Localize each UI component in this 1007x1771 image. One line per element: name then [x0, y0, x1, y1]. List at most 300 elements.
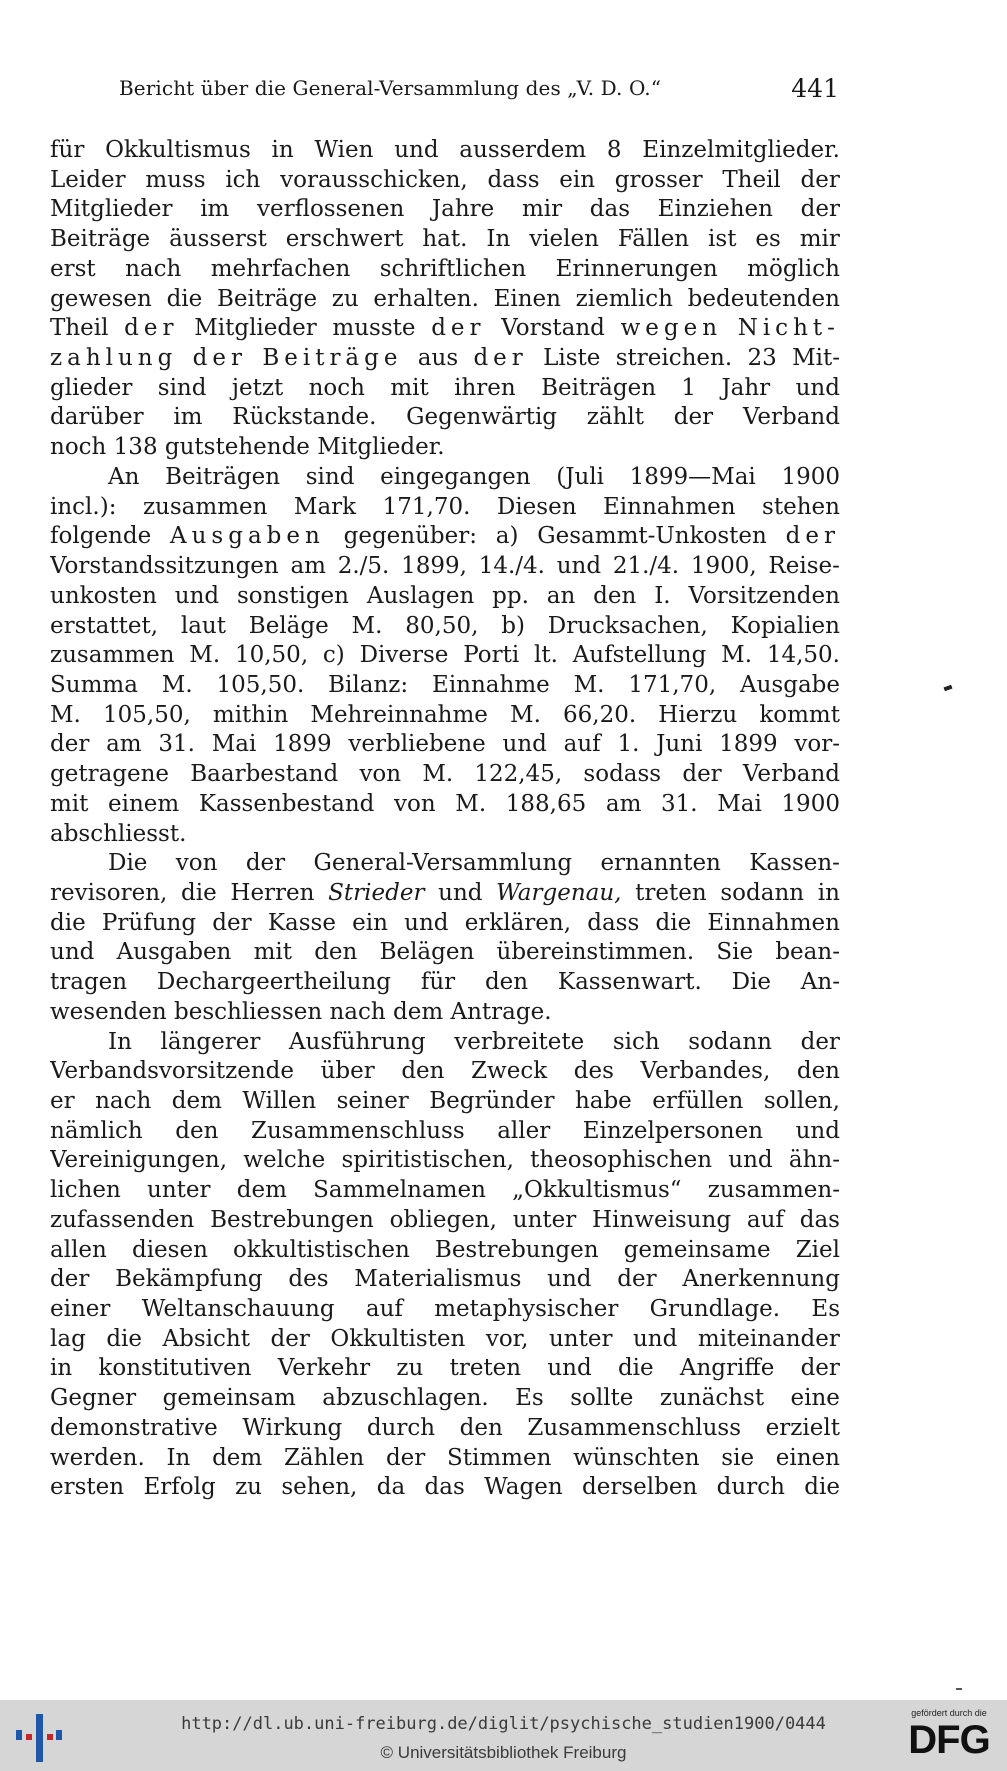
word: gegenüber:: [343, 523, 477, 550]
word: erst: [50, 255, 96, 282]
word: auf: [563, 731, 601, 758]
word: einem: [108, 790, 180, 817]
text-line: [50, 909, 840, 939]
word: Dechargeertheilung: [156, 969, 392, 996]
word: und: [728, 1147, 773, 1174]
word: Beiträgen: [165, 463, 281, 490]
word: einen: [775, 1444, 840, 1471]
word: 1899—Mai: [629, 463, 756, 490]
word: Kassenwart.: [557, 969, 702, 996]
word: nach: [95, 1088, 152, 1114]
scan-speck: [944, 685, 953, 691]
word: Einen: [493, 285, 561, 312]
text-line: [50, 968, 840, 998]
dfg-logo: DFG: [908, 1718, 990, 1762]
word: Begründer: [429, 1088, 555, 1114]
word: Mit-: [792, 345, 840, 372]
word: Wirkung: [242, 1414, 343, 1441]
word: verbreitete: [454, 1028, 585, 1055]
page-number: 441: [791, 74, 839, 103]
word: 1900: [781, 790, 840, 817]
word: auf: [746, 1206, 784, 1233]
word: Anerkennung: [682, 1266, 840, 1293]
word: Stimmen: [446, 1444, 552, 1471]
word: c): [322, 642, 345, 669]
text-line: [50, 730, 840, 760]
word: Leider: [50, 166, 126, 193]
word: 21./4.: [612, 553, 680, 580]
word: revisoren,: [50, 879, 168, 906]
text-line: [50, 195, 840, 225]
word: zufassenden: [50, 1206, 195, 1233]
word: den: [459, 1414, 503, 1441]
word: 1899,: [401, 553, 467, 580]
word: Juni: [656, 731, 703, 758]
text-line: [50, 879, 840, 909]
word: sodann: [688, 1028, 772, 1055]
word: Verband: [742, 761, 840, 788]
text-line: [50, 1087, 840, 1117]
word: 1899: [719, 731, 778, 758]
word: und: [795, 1117, 840, 1144]
word: Sie: [716, 939, 754, 966]
word: 1.: [617, 731, 640, 758]
word: der: [800, 196, 840, 223]
word: metaphysischer: [434, 1296, 619, 1323]
text-line: [50, 582, 840, 612]
word: den: [401, 1058, 445, 1085]
word: vorausschicken,: [280, 166, 468, 193]
word: obliegen,: [389, 1206, 497, 1233]
word: In: [166, 1444, 191, 1471]
word: dem: [236, 1177, 287, 1204]
text-line: [50, 849, 840, 879]
copyright-notice: © Universitätsbibliothek Freiburg: [380, 1743, 627, 1762]
word: am: [106, 731, 142, 758]
word: über: [320, 1058, 375, 1085]
word: dem: [171, 1088, 222, 1114]
word: den: [796, 1058, 840, 1085]
word: Jahr: [721, 374, 771, 401]
word: und: [547, 1355, 592, 1382]
word: grosser: [614, 166, 703, 193]
word: allen: [50, 1236, 107, 1263]
word: 122,45,: [474, 761, 563, 788]
word: gutstehende: [164, 434, 318, 461]
word: 171,70.: [382, 493, 471, 520]
word: im: [200, 196, 230, 223]
word: sie: [721, 1444, 755, 1471]
word: schriftlichen: [379, 255, 527, 282]
word: für: [420, 969, 456, 996]
word: dem: [212, 1444, 263, 1471]
text-line: [50, 1206, 840, 1236]
word: Verkehr: [277, 1355, 371, 1382]
word: einer: [50, 1296, 111, 1323]
word: in: [817, 879, 840, 906]
word: An: [108, 463, 140, 490]
word: Liste: [543, 345, 601, 372]
word: M.: [422, 761, 454, 788]
word: 23: [747, 345, 777, 372]
word: a): [495, 523, 519, 550]
word: und: [556, 553, 602, 580]
word: in: [50, 1355, 73, 1382]
word: von: [394, 790, 436, 817]
word: Wien: [314, 137, 374, 163]
word: 14,50.: [766, 642, 840, 669]
word: sodann: [720, 879, 805, 906]
word: Ausführung: [288, 1028, 426, 1055]
word: I.: [654, 582, 671, 609]
text-line: [50, 522, 840, 552]
word: von: [359, 761, 402, 788]
word: der: [617, 1266, 657, 1293]
word: die: [181, 879, 217, 906]
word: Mehreinnahme: [310, 701, 488, 728]
word: noch: [308, 374, 365, 401]
word: auf: [365, 1296, 403, 1323]
text-line: [50, 166, 840, 196]
text-line: [50, 1176, 840, 1206]
word: nach: [125, 255, 182, 282]
word: unter: [548, 1325, 613, 1352]
word: Zählen: [283, 1444, 365, 1471]
word: und: [174, 582, 220, 609]
word: Diverse: [359, 642, 449, 669]
word: Ausgaben: [116, 939, 232, 966]
word: aller: [497, 1117, 551, 1144]
text-line: [50, 938, 840, 968]
word: Einnahme: [432, 671, 550, 698]
text-line: [50, 820, 840, 850]
word: erstattet,: [50, 612, 159, 639]
text-line: [50, 671, 840, 701]
word: M.: [721, 642, 753, 669]
word: Erinnerungen: [555, 255, 718, 282]
text-line: [50, 1444, 840, 1474]
word: der: [431, 315, 486, 342]
word: unter: [147, 1177, 211, 1204]
text-line: [50, 612, 840, 642]
word: und: [438, 879, 483, 906]
word: Hinweisung: [592, 1206, 732, 1233]
word: M.: [455, 790, 487, 817]
word: durch: [716, 1474, 785, 1501]
word: gemeinsam: [162, 1385, 296, 1412]
word: erzielt: [765, 1414, 840, 1441]
word: zusammen: [142, 493, 268, 520]
word: sodass: [583, 761, 662, 788]
word: dem: [393, 998, 451, 1025]
word: in: [271, 137, 294, 163]
word: Es: [515, 1385, 544, 1412]
word: Mitglieder: [50, 196, 173, 223]
word: kommt: [759, 701, 840, 728]
text-line: [50, 701, 840, 731]
text-line: [50, 1414, 840, 1444]
word: aus: [417, 345, 459, 372]
word: ein: [352, 909, 388, 936]
word: die: [804, 1474, 840, 1501]
word: hat.: [422, 226, 468, 253]
word: 171,70,: [628, 671, 717, 698]
text-line: [50, 1236, 840, 1266]
word: für: [50, 137, 85, 163]
word: die: [106, 1325, 143, 1352]
word: und: [502, 731, 547, 758]
word: gewesen: [50, 285, 152, 312]
word: Kopialien: [730, 612, 840, 639]
word: Einzelpersonen: [582, 1117, 764, 1144]
word: habe: [574, 1088, 632, 1114]
word: mithin: [212, 701, 289, 728]
word: b): [501, 612, 525, 639]
word: treten: [635, 879, 707, 906]
word: im: [173, 404, 203, 431]
word: ist: [708, 226, 737, 253]
word: unkosten: [50, 582, 157, 609]
word: 2./5.: [337, 553, 390, 580]
word: äusserst: [169, 226, 267, 253]
word: Ziel: [795, 1236, 840, 1263]
word: wesenden: [50, 998, 174, 1025]
word: ziemlich: [575, 285, 673, 312]
word: da: [376, 1474, 406, 1501]
word: spiritistischen,: [341, 1147, 514, 1174]
word: Vorstandssitzungen: [50, 553, 279, 580]
word: ernannten: [600, 850, 721, 877]
word: Porti: [463, 642, 520, 669]
body-text: [50, 136, 840, 1503]
word: theosophischen: [530, 1147, 713, 1174]
word: getragene: [50, 761, 170, 788]
word: längerer: [160, 1028, 261, 1055]
word: Angriffe: [679, 1355, 775, 1382]
word: sonstigen: [236, 582, 349, 609]
word: Materialismus: [354, 1266, 522, 1293]
word: die: [50, 909, 86, 936]
word: Wagen: [484, 1474, 563, 1501]
dfg-badge: [901, 1708, 997, 1768]
word: Zusammenschluss: [527, 1414, 742, 1441]
word: okkultistischen: [233, 1236, 410, 1263]
word: Vorsitzenden: [688, 582, 840, 609]
word: pp.: [492, 582, 529, 609]
word: an: [546, 582, 576, 609]
word: von: [175, 850, 218, 877]
word: Vereinigungen,: [50, 1147, 228, 1174]
word: Baarbestand: [190, 761, 339, 788]
word: Einnahmen: [707, 909, 840, 936]
word: Beiträge: [262, 345, 403, 372]
word: 66,20.: [563, 701, 637, 728]
word: 80,50,: [405, 612, 479, 639]
word: Herren: [230, 879, 315, 906]
word: möglich: [747, 255, 840, 282]
word: mit: [253, 939, 292, 966]
word: ein: [559, 166, 596, 193]
word: An-: [800, 969, 840, 996]
dfg-tagline: gefördert durch die: [911, 1708, 987, 1718]
word: den: [593, 582, 637, 609]
word: musste: [332, 315, 416, 342]
word: 105,50.: [216, 671, 305, 698]
word: lag: [50, 1325, 86, 1352]
word: beschliessen: [173, 998, 330, 1025]
word: 8: [606, 137, 622, 163]
word: General-Versammlung: [313, 850, 573, 877]
running-title: Bericht über die General-Versammlung des „V. D. O.“: [119, 76, 662, 100]
word: nämlich: [50, 1117, 143, 1144]
word: Antrage.: [450, 998, 552, 1025]
word: Diesen: [496, 493, 577, 520]
text-line: [50, 225, 840, 255]
word: der: [673, 404, 714, 431]
word: verflossenen: [257, 196, 405, 223]
word: zählt: [586, 404, 645, 431]
word: des: [573, 1058, 614, 1085]
word: Kassen-: [749, 850, 840, 877]
word: Die: [731, 969, 771, 996]
word: der: [800, 166, 840, 193]
word: welche: [243, 1147, 326, 1174]
word: unter: [512, 1206, 577, 1233]
word: zu: [396, 1355, 424, 1382]
word: Theil: [50, 315, 109, 342]
word: miteinander: [697, 1325, 840, 1352]
word: „Okkultismus“: [512, 1177, 682, 1204]
text-line: [50, 998, 840, 1028]
word: Okkultisten: [330, 1325, 466, 1352]
word: M.: [189, 642, 221, 669]
word: Gegenwärtig: [406, 404, 558, 431]
word: dass: [487, 166, 540, 193]
word: M.: [161, 671, 193, 698]
word: In: [108, 1028, 132, 1055]
word: Zweck: [471, 1058, 548, 1085]
word: 31.: [661, 790, 698, 817]
word: streichen.: [615, 345, 733, 372]
permalink-url[interactable]: http://dl.ub.uni-freiburg.de/diglit/psychische_studien1900/0444: [181, 1714, 826, 1734]
word: Drucksachen,: [547, 612, 708, 639]
word: und: [394, 137, 439, 163]
word: sollen,: [763, 1088, 840, 1114]
word: Mitglieder: [194, 315, 317, 342]
word: lt.: [533, 642, 558, 669]
word: Belägen: [379, 939, 475, 966]
text-line: [50, 433, 840, 463]
word: der: [682, 761, 722, 788]
word: (Juli: [556, 463, 604, 490]
word: der: [192, 345, 248, 372]
word: ihren: [454, 374, 516, 401]
word: lichen: [50, 1177, 121, 1204]
word: Strieder: [328, 879, 425, 906]
text-line: [50, 1473, 840, 1503]
word: muss: [145, 166, 206, 193]
text-line: [50, 1117, 840, 1147]
word: eingegangen: [380, 463, 531, 490]
word: Bekämpfung: [115, 1266, 263, 1293]
word: diesen: [131, 1236, 208, 1263]
text-line: [50, 285, 840, 315]
word: Bilanz:: [328, 671, 409, 698]
word: Kasse: [267, 909, 336, 936]
word: 1900: [781, 463, 840, 490]
word: gemeinsame: [623, 1236, 771, 1263]
word: sind: [157, 374, 207, 401]
text-line: [50, 463, 840, 493]
word: Gesammt-Unkosten: [537, 523, 767, 550]
word: M.: [351, 612, 383, 639]
word: Bestrebungen: [434, 1236, 599, 1263]
word: der: [212, 909, 252, 936]
word: es: [755, 226, 781, 253]
text-line: [50, 1295, 840, 1325]
word: werden.: [50, 1444, 145, 1471]
word: Gegner: [50, 1385, 137, 1412]
word: Verbandsvorsitzende: [50, 1058, 294, 1085]
word: der: [245, 850, 286, 877]
word: Nicht-: [737, 315, 840, 342]
word: durch: [366, 1414, 436, 1441]
word: ausserdem: [459, 137, 587, 163]
word: Weltanschauung: [141, 1296, 335, 1323]
word: Summa: [50, 671, 138, 698]
word: ersten: [50, 1474, 125, 1501]
text-line: [50, 374, 840, 404]
word: Wargenau,: [496, 879, 622, 906]
word: der: [800, 1355, 840, 1382]
word: die: [166, 285, 203, 312]
word: 1899: [273, 731, 332, 758]
word: Prüfung: [101, 909, 197, 936]
word: am: [290, 553, 326, 580]
word: 138: [113, 434, 165, 461]
word: vielen: [529, 226, 599, 253]
text-line: [50, 1146, 840, 1176]
word: M.: [573, 671, 605, 698]
word: Beiträge: [216, 285, 318, 312]
word: sollte: [570, 1385, 634, 1412]
word: das: [799, 1206, 840, 1233]
word: das: [589, 196, 631, 223]
word: stehen: [762, 493, 840, 520]
word: Verband: [742, 404, 840, 431]
word: zu: [235, 1474, 262, 1501]
text-line: [50, 403, 840, 433]
word: der: [50, 731, 90, 758]
word: 188,65: [505, 790, 587, 817]
word: Mai: [717, 790, 762, 817]
text-line: [50, 1028, 840, 1058]
word: Rückstande.: [232, 404, 377, 431]
word: dass: [587, 909, 640, 936]
word: Die: [108, 850, 148, 877]
word: treten: [449, 1355, 522, 1382]
word: Jahre: [431, 196, 495, 223]
word: die: [617, 1355, 654, 1382]
text-line: [50, 314, 840, 344]
word: Okkultismus: [105, 137, 251, 163]
text-line: [50, 255, 840, 285]
word: nach: [329, 998, 394, 1025]
word: abzuschlagen.: [322, 1385, 489, 1412]
word: Kassenbestand: [198, 790, 375, 817]
text-line: [50, 493, 840, 523]
word: Verbandes,: [640, 1058, 771, 1085]
